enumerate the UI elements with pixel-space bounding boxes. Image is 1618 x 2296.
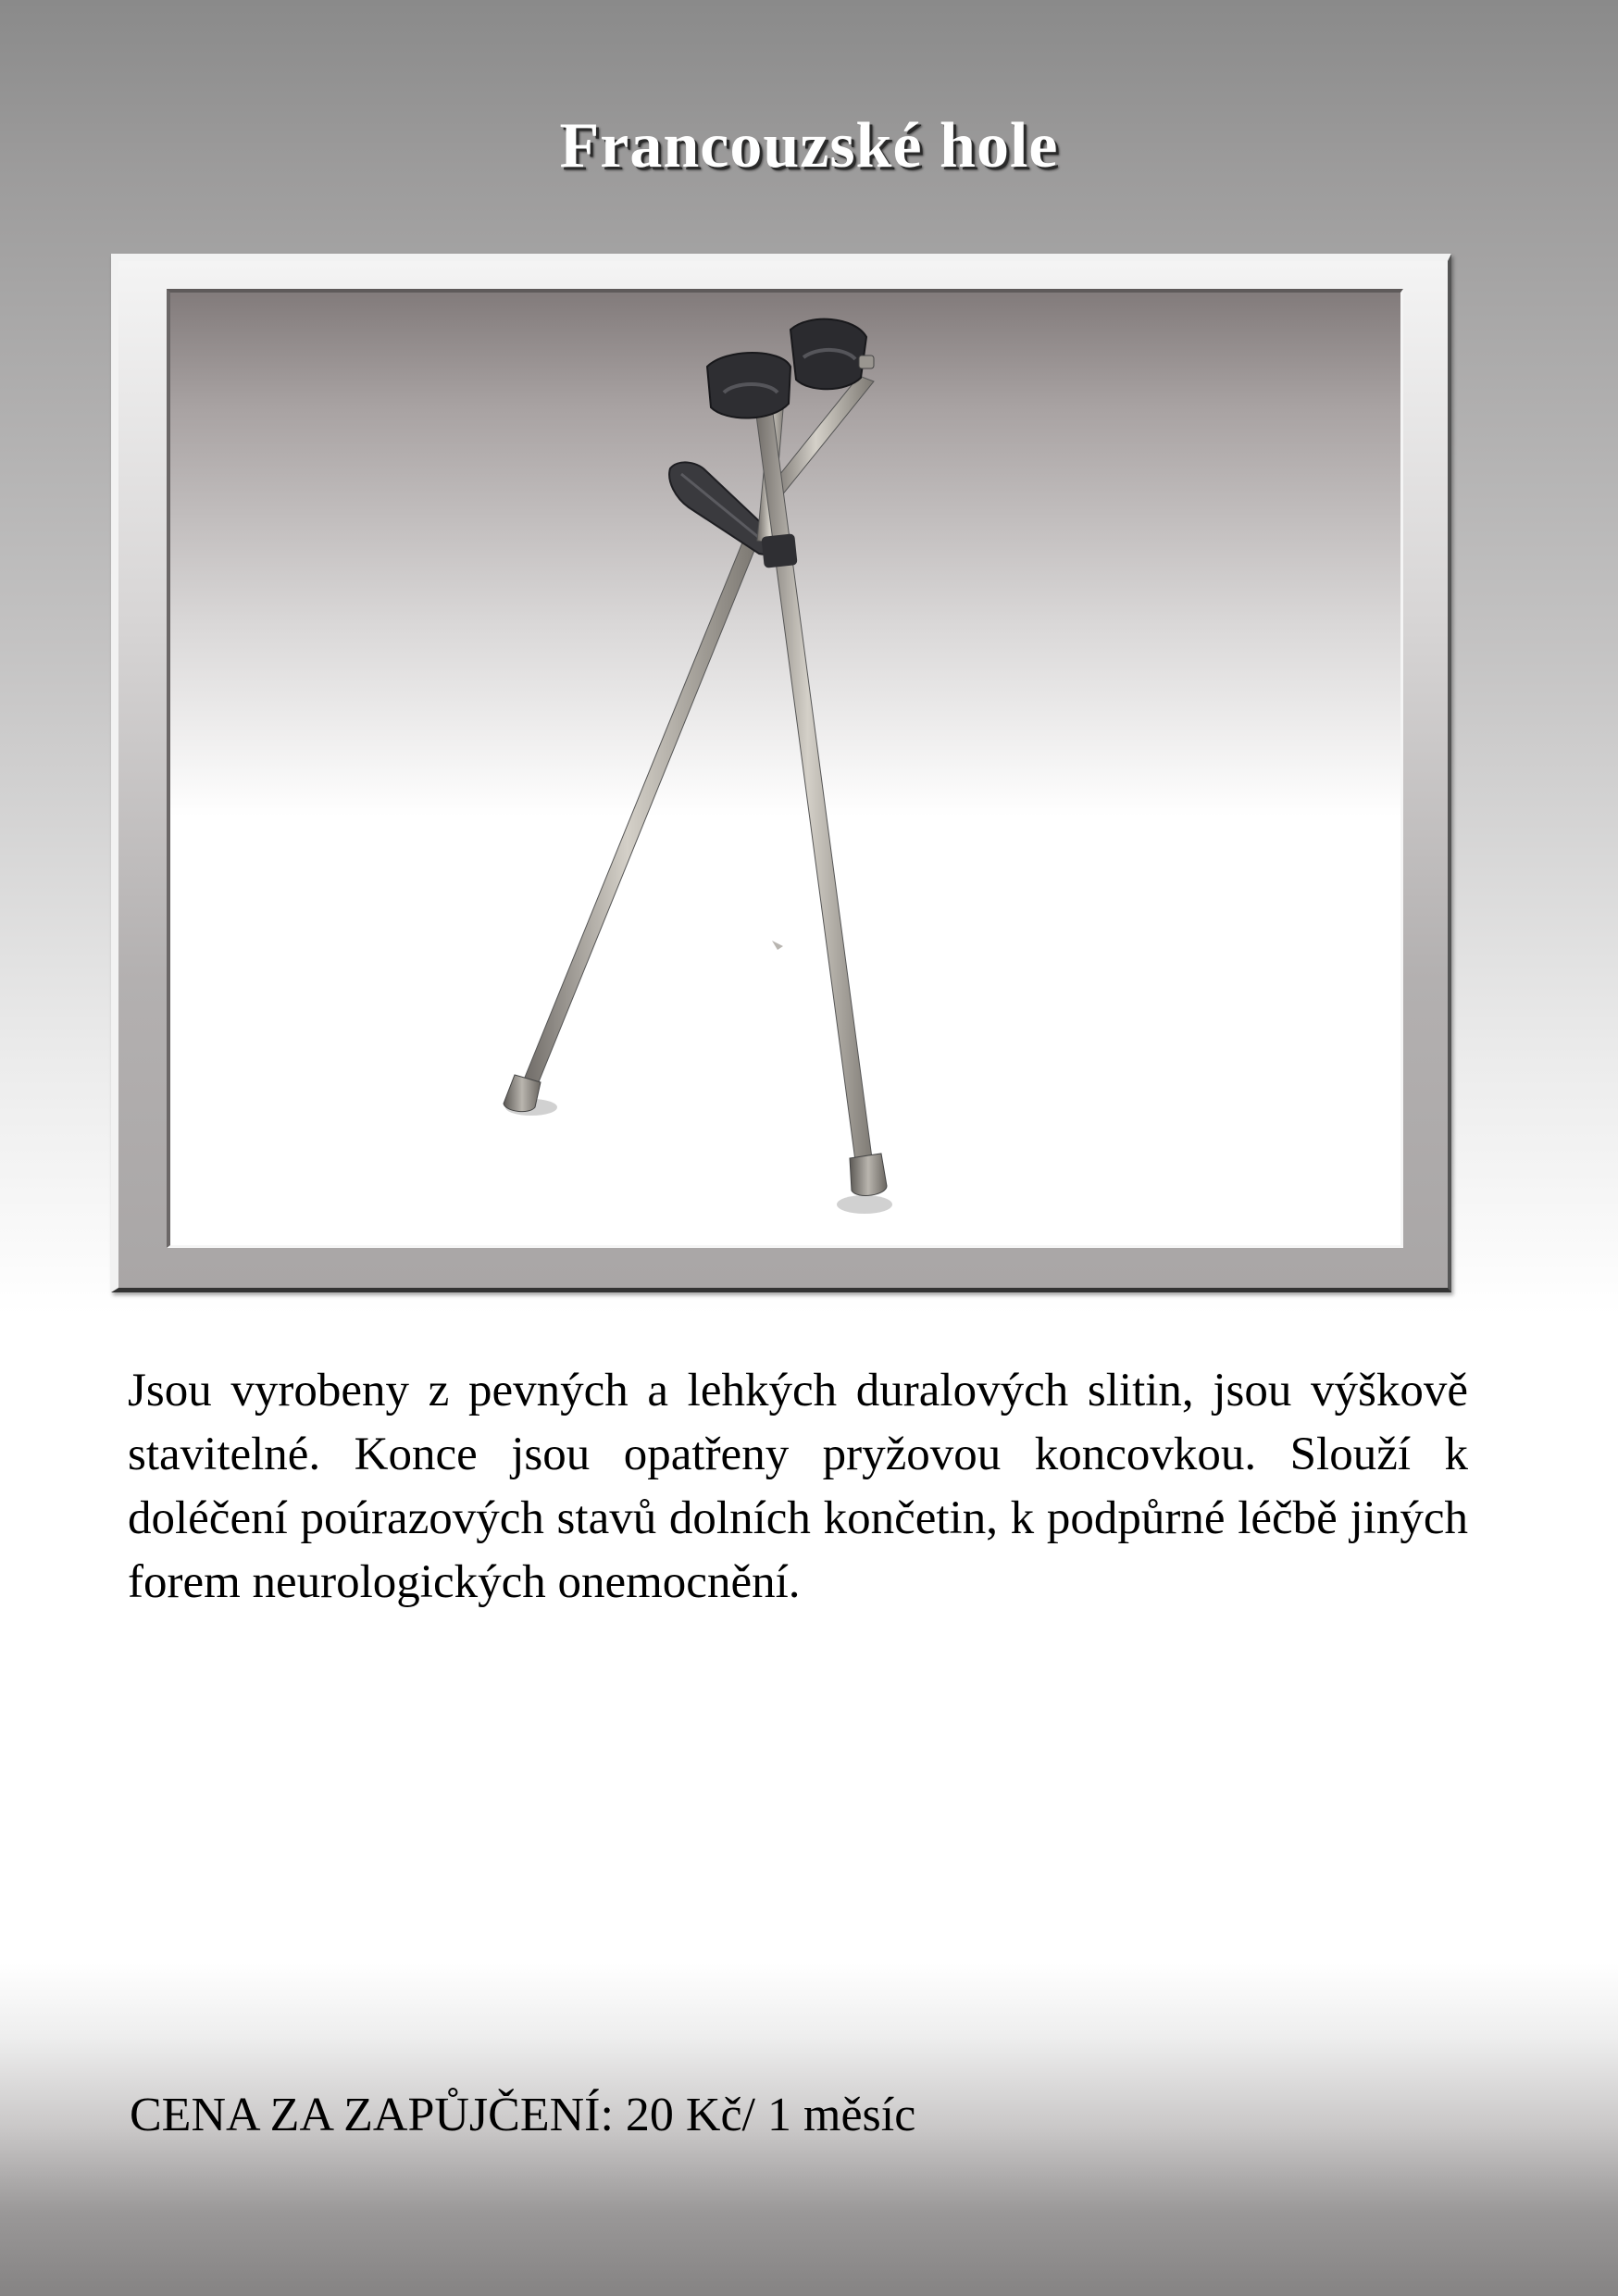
photo [167,289,1403,1248]
rental-price: CENA ZA ZAPŮJČENÍ: 20 Kč/ 1 měsíc [130,2089,916,2141]
crutches-image [170,293,1403,1248]
page-title: Francouzské hole [559,110,1059,181]
photo-frame [111,254,1451,1292]
product-description: Jsou vyrobeny z pevných a lehkých duralových slitin, jsou výškově stavitelné. Konce jsou opatřeny pryžovou koncovkou. Slouží k doléčení poúrazových stavů dolních končetin, k podpůrné léčbě jiných forem neurologických onemocnění. [128,1365,1468,1608]
